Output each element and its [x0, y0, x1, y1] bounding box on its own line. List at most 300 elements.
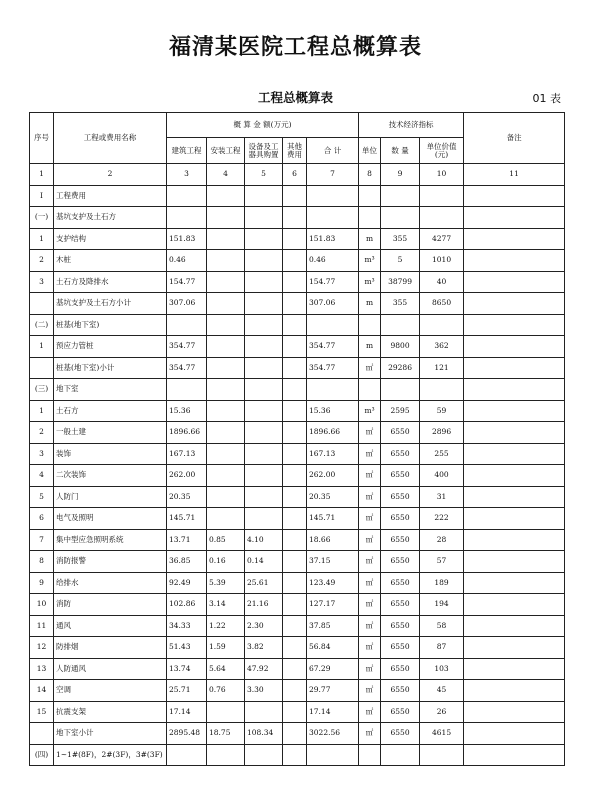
cell-construction: 262.00	[167, 465, 207, 487]
cell-construction	[167, 314, 207, 336]
table-subtitle: 工程总概算表	[257, 90, 333, 105]
cell-other	[283, 551, 307, 573]
table-row	[30, 271, 565, 293]
cell-unit-value	[420, 379, 464, 401]
cell-remark	[464, 508, 565, 530]
cell-item-name: 人防通风	[54, 658, 167, 680]
cell-remark	[464, 400, 565, 422]
cell-equipment	[245, 314, 283, 336]
cell-total: 1896.66	[307, 422, 359, 444]
cell-construction: 354.77	[167, 336, 207, 358]
cell-quantity: 6550	[381, 465, 420, 487]
cell-construction	[167, 207, 207, 229]
cell-unit-value: 103	[420, 658, 464, 680]
cell-unit-value: 222	[420, 508, 464, 530]
cell-installation	[207, 443, 245, 465]
cell-total: 56.84	[307, 637, 359, 659]
header-remark: 备注	[464, 113, 565, 164]
cell-quantity: 9800	[381, 336, 420, 358]
cell-installation: 0.76	[207, 680, 245, 702]
cell-quantity: 6550	[381, 723, 420, 745]
cell-installation	[207, 400, 245, 422]
cell-unit-value: 255	[420, 443, 464, 465]
cell-quantity	[381, 185, 420, 207]
cell-item-name: 集中型应急照明系统	[54, 529, 167, 551]
table-row	[30, 207, 565, 229]
cell-installation: 1.59	[207, 637, 245, 659]
cell-seq: 4	[30, 465, 54, 487]
cell-quantity	[381, 744, 420, 766]
table-row	[30, 680, 565, 702]
cell-seq: 3	[30, 443, 54, 465]
table-row	[30, 422, 565, 444]
table-code: 01 表	[532, 92, 561, 105]
header-tech-group: 技术经济指标	[359, 113, 464, 138]
cell-other	[283, 228, 307, 250]
cell-remark	[464, 250, 565, 272]
cell-total: 262.00	[307, 465, 359, 487]
cell-quantity: 6550	[381, 572, 420, 594]
cell-other	[283, 379, 307, 401]
cell-unit-value	[420, 185, 464, 207]
cell-seq: (四)	[30, 744, 54, 766]
cell-other	[283, 486, 307, 508]
cell-quantity: 38799	[381, 271, 420, 293]
cell-other	[283, 529, 307, 551]
cell-item-name: 装饰	[54, 443, 167, 465]
cell-remark	[464, 379, 565, 401]
header-equipment: 设备及工器具购置	[245, 138, 283, 164]
cell-equipment	[245, 228, 283, 250]
cell-quantity: 5	[381, 250, 420, 272]
cell-total	[307, 185, 359, 207]
cell-construction	[167, 185, 207, 207]
cell-other	[283, 723, 307, 745]
cell-construction: 145.71	[167, 508, 207, 530]
cell-construction	[167, 379, 207, 401]
cell-total: 0.46	[307, 250, 359, 272]
cell-remark	[464, 723, 565, 745]
cell-total: 20.35	[307, 486, 359, 508]
cell-item-name: 土石方及降排水	[54, 271, 167, 293]
cell-unit: ㎡	[359, 723, 381, 745]
cell-other	[283, 680, 307, 702]
cell-unit: ㎡	[359, 701, 381, 723]
header-construction: 建筑工程	[167, 138, 207, 164]
cell-unit-value: 40	[420, 271, 464, 293]
cell-remark	[464, 465, 565, 487]
column-number-row	[30, 164, 565, 186]
cell-remark	[464, 357, 565, 379]
cell-seq: 2	[30, 250, 54, 272]
cell-unit: ㎡	[359, 443, 381, 465]
cell-quantity: 6550	[381, 637, 420, 659]
cell-seq	[30, 357, 54, 379]
cell-equipment	[245, 293, 283, 315]
cell-construction: 92.49	[167, 572, 207, 594]
cell-equipment	[245, 400, 283, 422]
cell-total: 29.77	[307, 680, 359, 702]
table-row	[30, 529, 565, 551]
cell-equipment	[245, 744, 283, 766]
table-row	[30, 400, 565, 422]
cell-construction: 354.77	[167, 357, 207, 379]
cell-other	[283, 357, 307, 379]
cell-other	[283, 443, 307, 465]
cell-total: 123.49	[307, 572, 359, 594]
cell-unit-value: 2896	[420, 422, 464, 444]
column-number: 7	[307, 164, 359, 186]
cell-unit-value: 400	[420, 465, 464, 487]
cell-construction: 167.13	[167, 443, 207, 465]
cell-remark	[464, 443, 565, 465]
cell-total: 127.17	[307, 594, 359, 616]
cell-construction: 51.43	[167, 637, 207, 659]
cell-construction: 13.71	[167, 529, 207, 551]
cell-seq: 6	[30, 508, 54, 530]
cell-quantity: 6550	[381, 615, 420, 637]
cell-other	[283, 400, 307, 422]
cell-unit-value: 57	[420, 551, 464, 573]
cell-unit-value: 4277	[420, 228, 464, 250]
cell-installation: 3.14	[207, 594, 245, 616]
cell-unit: ㎡	[359, 465, 381, 487]
table-row	[30, 228, 565, 250]
cell-quantity: 6550	[381, 701, 420, 723]
cell-other	[283, 293, 307, 315]
cell-seq	[30, 723, 54, 745]
cell-item-name: 桩基(地下室)	[54, 314, 167, 336]
cell-installation: 5.64	[207, 658, 245, 680]
cell-other	[283, 658, 307, 680]
cell-item-name: 空调	[54, 680, 167, 702]
cell-equipment	[245, 271, 283, 293]
cell-other	[283, 637, 307, 659]
cell-unit	[359, 185, 381, 207]
cell-remark	[464, 701, 565, 723]
cell-total: 67.29	[307, 658, 359, 680]
cell-total: 37.15	[307, 551, 359, 573]
cell-unit: ㎡	[359, 615, 381, 637]
cell-item-name: 人防门	[54, 486, 167, 508]
cell-seq: 1	[30, 400, 54, 422]
cell-equipment	[245, 185, 283, 207]
cell-installation	[207, 422, 245, 444]
cell-remark	[464, 422, 565, 444]
cell-item-name: 地下室	[54, 379, 167, 401]
table-row	[30, 551, 565, 573]
cell-unit: ㎡	[359, 422, 381, 444]
cell-unit-value: 31	[420, 486, 464, 508]
cell-construction: 20.35	[167, 486, 207, 508]
cell-unit	[359, 207, 381, 229]
cell-other	[283, 422, 307, 444]
table-row	[30, 314, 565, 336]
table-row	[30, 379, 565, 401]
cell-quantity: 6550	[381, 529, 420, 551]
column-number: 5	[245, 164, 283, 186]
cell-unit: m³	[359, 400, 381, 422]
cell-installation	[207, 185, 245, 207]
cell-unit: ㎡	[359, 680, 381, 702]
cell-seq: (二)	[30, 314, 54, 336]
cell-remark	[464, 615, 565, 637]
cell-construction: 25.71	[167, 680, 207, 702]
column-number: 6	[283, 164, 307, 186]
cell-item-name: 土石方	[54, 400, 167, 422]
cell-quantity: 29286	[381, 357, 420, 379]
cell-other	[283, 508, 307, 530]
cell-seq: 2	[30, 422, 54, 444]
table-row	[30, 723, 565, 745]
header-item-name: 工程或费用名称	[54, 113, 167, 164]
cell-item-name: 地下室小计	[54, 723, 167, 745]
cell-remark	[464, 207, 565, 229]
cell-item-name: 基坑支护及土石方	[54, 207, 167, 229]
cell-other	[283, 207, 307, 229]
cell-construction: 102.86	[167, 594, 207, 616]
column-number: 4	[207, 164, 245, 186]
cell-unit-value: 189	[420, 572, 464, 594]
cell-unit: ㎡	[359, 508, 381, 530]
cell-total	[307, 379, 359, 401]
cell-construction: 307.06	[167, 293, 207, 315]
cell-unit-value: 362	[420, 336, 464, 358]
table-row	[30, 336, 565, 358]
cell-total: 354.77	[307, 357, 359, 379]
header-total: 合 计	[307, 138, 359, 164]
cell-item-name: 工程费用	[54, 185, 167, 207]
cell-total: 18.66	[307, 529, 359, 551]
cell-unit: m	[359, 336, 381, 358]
cell-equipment	[245, 443, 283, 465]
cell-remark	[464, 637, 565, 659]
cell-unit: ㎡	[359, 551, 381, 573]
table-row	[30, 250, 565, 272]
cell-quantity	[381, 314, 420, 336]
cell-installation: 0.16	[207, 551, 245, 573]
cell-item-name: 支护结构	[54, 228, 167, 250]
table-row	[30, 293, 565, 315]
cell-equipment: 3.82	[245, 637, 283, 659]
cell-construction: 36.85	[167, 551, 207, 573]
cell-installation	[207, 228, 245, 250]
cell-seq: 12	[30, 637, 54, 659]
cell-quantity	[381, 207, 420, 229]
cell-unit-value	[420, 744, 464, 766]
cell-seq	[30, 293, 54, 315]
cell-seq: Ⅰ	[30, 185, 54, 207]
header-quantity: 数 量	[381, 138, 420, 164]
cell-other	[283, 271, 307, 293]
cell-equipment	[245, 422, 283, 444]
cell-installation	[207, 271, 245, 293]
cell-seq: 1	[30, 336, 54, 358]
cell-unit: ㎡	[359, 529, 381, 551]
cell-seq: 8	[30, 551, 54, 573]
cell-construction: 1896.66	[167, 422, 207, 444]
header-installation: 安装工程	[207, 138, 245, 164]
cell-construction: 17.14	[167, 701, 207, 723]
cell-item-name: 木桩	[54, 250, 167, 272]
cell-other	[283, 744, 307, 766]
cell-total: 37.85	[307, 615, 359, 637]
table-row	[30, 637, 565, 659]
cell-equipment	[245, 379, 283, 401]
cell-installation: 1.22	[207, 615, 245, 637]
cell-installation	[207, 701, 245, 723]
cell-construction: 15.36	[167, 400, 207, 422]
cell-equipment	[245, 701, 283, 723]
cell-unit-value: 87	[420, 637, 464, 659]
table-row	[30, 701, 565, 723]
cell-item-name: 基坑支护及土石方小计	[54, 293, 167, 315]
cell-construction: 34.33	[167, 615, 207, 637]
cell-total	[307, 314, 359, 336]
table-header	[30, 113, 565, 186]
cell-construction	[167, 744, 207, 766]
cell-equipment: 25.61	[245, 572, 283, 594]
cell-quantity: 355	[381, 228, 420, 250]
cell-installation	[207, 314, 245, 336]
table-row	[30, 744, 565, 766]
cell-item-name: 抗震支架	[54, 701, 167, 723]
table-row	[30, 465, 565, 487]
cell-installation: 5.39	[207, 572, 245, 594]
cell-equipment: 2.30	[245, 615, 283, 637]
cell-unit: ㎡	[359, 572, 381, 594]
column-number: 9	[381, 164, 420, 186]
cell-remark	[464, 336, 565, 358]
header-budget-group: 概 算 金 额(万元)	[167, 113, 359, 138]
cell-equipment: 47.92	[245, 658, 283, 680]
cell-total: 145.71	[307, 508, 359, 530]
estimate-table	[29, 112, 565, 766]
cell-installation	[207, 250, 245, 272]
cell-item-name: 1~1#(8F)，2#(3F)，3#(3F)	[54, 744, 167, 766]
cell-item-name: 二次装饰	[54, 465, 167, 487]
cell-other	[283, 336, 307, 358]
table-row	[30, 615, 565, 637]
cell-item-name: 预应力管桩	[54, 336, 167, 358]
cell-quantity: 355	[381, 293, 420, 315]
table-row	[30, 594, 565, 616]
cell-total: 307.06	[307, 293, 359, 315]
cell-item-name: 消防	[54, 594, 167, 616]
column-number: 11	[464, 164, 565, 186]
column-number: 10	[420, 164, 464, 186]
cell-seq: 5	[30, 486, 54, 508]
cell-unit-value: 194	[420, 594, 464, 616]
cell-unit-value	[420, 207, 464, 229]
cell-other	[283, 314, 307, 336]
cell-unit: m	[359, 228, 381, 250]
cell-construction: 0.46	[167, 250, 207, 272]
cell-equipment: 108.34	[245, 723, 283, 745]
cell-equipment	[245, 250, 283, 272]
cell-quantity: 6550	[381, 508, 420, 530]
cell-unit-value: 121	[420, 357, 464, 379]
cell-quantity: 6550	[381, 680, 420, 702]
cell-installation	[207, 207, 245, 229]
cell-remark	[464, 744, 565, 766]
cell-installation	[207, 336, 245, 358]
cell-total: 151.83	[307, 228, 359, 250]
cell-remark	[464, 594, 565, 616]
table-row	[30, 658, 565, 680]
cell-seq: 9	[30, 572, 54, 594]
header-other: 其他费用	[283, 138, 307, 164]
cell-other	[283, 701, 307, 723]
cell-equipment: 21.16	[245, 594, 283, 616]
cell-installation	[207, 293, 245, 315]
cell-seq: 1	[30, 228, 54, 250]
cell-installation	[207, 465, 245, 487]
table-row	[30, 185, 565, 207]
cell-unit: m³	[359, 250, 381, 272]
cell-unit	[359, 379, 381, 401]
cell-other	[283, 615, 307, 637]
cell-quantity: 6550	[381, 658, 420, 680]
cell-unit-value: 8650	[420, 293, 464, 315]
cell-remark	[464, 486, 565, 508]
cell-seq: 13	[30, 658, 54, 680]
cell-quantity: 6550	[381, 594, 420, 616]
cell-other	[283, 465, 307, 487]
cell-quantity: 6550	[381, 551, 420, 573]
cell-seq: (三)	[30, 379, 54, 401]
cell-remark	[464, 185, 565, 207]
cell-item-name: 电气及照明	[54, 508, 167, 530]
cell-unit-value: 59	[420, 400, 464, 422]
header-unit-value: 单位价值(元)	[420, 138, 464, 164]
cell-unit-value: 26	[420, 701, 464, 723]
cell-construction: 2895.48	[167, 723, 207, 745]
cell-equipment	[245, 207, 283, 229]
cell-unit: ㎡	[359, 357, 381, 379]
cell-unit-value: 1010	[420, 250, 464, 272]
cell-item-name: 消防报警	[54, 551, 167, 573]
table-row	[30, 486, 565, 508]
cell-seq: 7	[30, 529, 54, 551]
column-number: 8	[359, 164, 381, 186]
cell-seq: 3	[30, 271, 54, 293]
cell-installation: 18.75	[207, 723, 245, 745]
cell-seq: 14	[30, 680, 54, 702]
cell-remark	[464, 658, 565, 680]
cell-seq: 15	[30, 701, 54, 723]
table-row	[30, 443, 565, 465]
cell-equipment: 0.14	[245, 551, 283, 573]
cell-unit-value: 58	[420, 615, 464, 637]
cell-seq: 11	[30, 615, 54, 637]
cell-equipment: 3.30	[245, 680, 283, 702]
cell-quantity: 6550	[381, 422, 420, 444]
cell-total: 354.77	[307, 336, 359, 358]
cell-installation	[207, 486, 245, 508]
cell-installation: 0.85	[207, 529, 245, 551]
cell-unit: ㎡	[359, 594, 381, 616]
cell-other	[283, 185, 307, 207]
cell-construction: 13.74	[167, 658, 207, 680]
cell-equipment	[245, 508, 283, 530]
cell-unit: ㎡	[359, 486, 381, 508]
cell-unit-value: 45	[420, 680, 464, 702]
cell-total	[307, 207, 359, 229]
cell-quantity: 2595	[381, 400, 420, 422]
cell-total: 167.13	[307, 443, 359, 465]
header-unit: 单位	[359, 138, 381, 164]
